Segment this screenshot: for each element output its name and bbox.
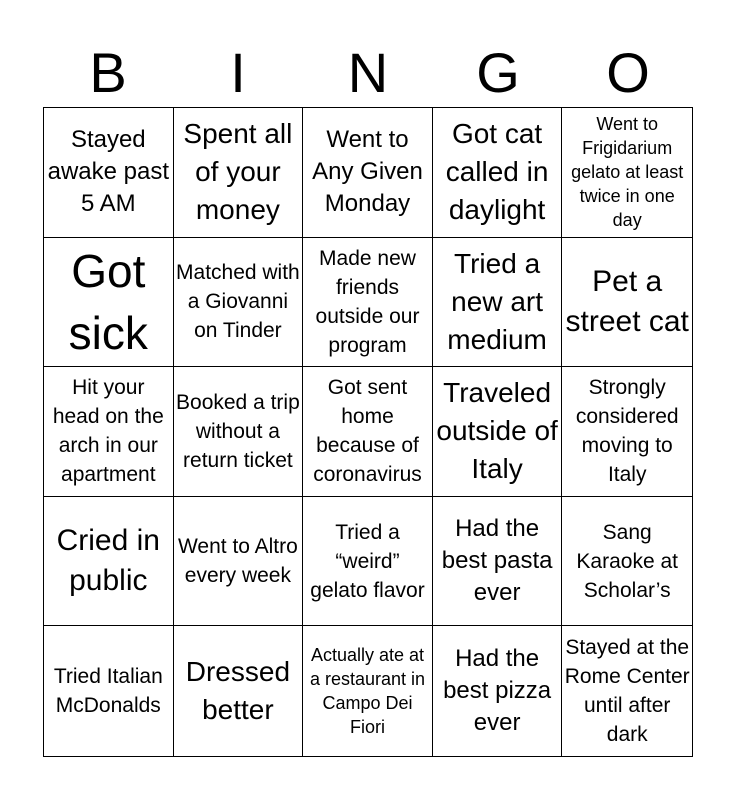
cell-text: Stayed awake past 5 AM [47,126,169,218]
bingo-cell[interactable] [433,367,563,497]
cell-text: Cried in public [56,524,160,598]
header-letter-o: O [606,41,650,104]
bingo-cell[interactable] [433,108,563,238]
cell-text: Dressed better [185,656,291,726]
cell-text: Tried a “weird” gelato flavor [310,520,425,602]
cell-text: Tried a new art medium [447,247,547,355]
cell-text: Pet a street cat [565,264,689,338]
bingo-cell[interactable] [433,497,563,627]
cell-text: Matched with a Giovanni on Tinder [176,261,300,343]
bingo-header [43,38,693,108]
bingo-cell[interactable] [174,367,304,497]
cell-text: Got sent home because of coronavirus [313,376,422,487]
cell-text: Traveled outside of Italy [436,377,558,485]
bingo-cell[interactable] [562,497,692,627]
bingo-cell[interactable] [44,108,174,238]
cell-text: Had the best pizza ever [443,645,552,737]
bingo-cell[interactable] [44,626,174,756]
bingo-cell[interactable] [303,497,433,627]
bingo-cell[interactable] [174,108,304,238]
bingo-cell[interactable] [303,626,433,756]
cell-text: Made new friends outside our program [315,246,420,357]
cell-text: Had the best pasta ever [441,515,553,607]
bingo-cell[interactable] [174,626,304,756]
cell-text: Spent all of your money [183,118,293,226]
bingo-cell[interactable] [562,238,692,368]
bingo-cell[interactable] [303,238,433,368]
bingo-cell[interactable] [303,108,433,238]
header-letter-g: G [476,41,520,104]
cell-text: Stayed at the Rome Center until after dark [564,636,690,747]
bingo-cell[interactable] [44,497,174,627]
bingo-cell[interactable] [562,626,692,756]
cell-text: Got cat called in daylight [445,118,549,226]
bingo-cell[interactable] [44,367,174,497]
cell-text: Strongly considered moving to Italy [575,376,679,487]
header-letter-i: I [230,41,246,104]
bingo-cell[interactable] [44,238,174,368]
cell-text: Hit your head on the arch in our apartment [52,376,164,487]
bingo-cell[interactable] [433,238,563,368]
header-letter-n: N [347,41,389,104]
header-letter-b: B [89,41,127,104]
bingo-cell[interactable] [562,108,692,238]
cell-text: Tried Italian McDonalds [53,665,163,718]
bingo-cell[interactable] [174,497,304,627]
bingo-cell[interactable] [174,238,304,368]
bingo-cell[interactable] [433,626,563,756]
cell-text: Got sick [68,244,148,359]
cell-text: Sang Karaoke at Scholar’s [576,520,678,602]
cell-text: Booked a trip without a return ticket [176,390,300,472]
bingo-cell[interactable] [562,367,692,497]
cell-text: Actually ate at a restaurant in Campo Dei Fiori [309,645,426,738]
bingo-cell[interactable] [303,367,433,497]
cell-text: Went to Any Given Monday [312,126,423,218]
cell-text: Went to Altro every week [177,535,298,588]
cell-text: Went to Frigidarium gelato at least twice in one day [571,114,684,231]
bingo-board [43,107,693,757]
